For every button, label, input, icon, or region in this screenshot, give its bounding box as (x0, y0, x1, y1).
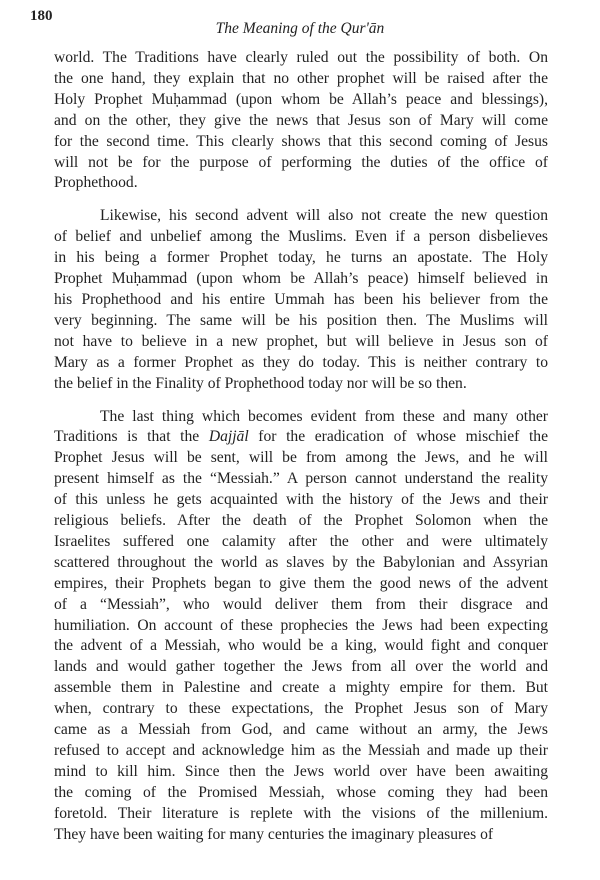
text-line: of a “Messiah”, who would deliver them from their disgrace and (54, 595, 548, 613)
text-line: when, contrary to these expectations, the Prophet Jesus son of Mary (54, 700, 548, 718)
paragraph-1 (54, 48, 548, 194)
text-line: religious beliefs. After the death of the Prophet Solomon when the (54, 512, 548, 530)
body-text (54, 48, 548, 858)
page-number: 180 (30, 8, 53, 24)
italic-term: Dajjāl (208, 428, 249, 446)
text-line: very beginning. The same will be his position then. The Muslims will (54, 311, 548, 329)
text-line-dajjal: Traditions is that the Dajjāl for the eradication of whose mischief the (54, 428, 548, 446)
paragraph-2 (54, 206, 548, 394)
text-line: came as a Messiah from God, and came without an army, the Jews (54, 721, 548, 739)
text-line: lands and would gather together the Jews from all over the world and (54, 658, 548, 676)
text-line: Holy Prophet Muḥammad (upon whom be Allah’s peace and blessings), (54, 90, 548, 108)
text-line: the coming of the Promised Messiah, whose coming they had been (54, 783, 548, 801)
text-line: and on the other, they give the news that Jesus son of Mary will come (54, 111, 548, 129)
text-line: Mary as a former Prophet as they do today. This is neither contrary to (54, 353, 548, 371)
text-line: refused to accept and acknowledge him as the Messiah and made up their (54, 742, 548, 759)
text-line: his Prophethood and his entire Ummah has been his believer from the (54, 290, 548, 308)
text-line: Likewise, his second advent will also not create the new question (100, 207, 548, 225)
text-line: will not be for the purpose of performing the duties of the office of (54, 153, 548, 171)
text-line: Prophet Muḥammad (upon whom be Allah’s peace) himself believed in (54, 270, 548, 288)
text-line: foretold. Their literature is replete with the visions of the millenium. (54, 804, 548, 822)
text-line: Prophethood. (54, 174, 138, 192)
text-line: not have to believe in a new prophet, but will believe in Jesus son of (54, 332, 548, 350)
paragraph-3 (54, 407, 548, 846)
text-line: assemble them in Palestine and create a mighty empire for them. But (54, 679, 548, 697)
text-line: Israelites suffered one calamity after the other and were ultimately (54, 532, 548, 550)
text-line: Prophet Jesus will be sent, will be from among the Jews, and he will (54, 449, 548, 467)
text-line: The last thing which becomes evident from these and many other (100, 407, 548, 425)
text-line: the advent of a Messiah, who would be a king, would fight and conquer (54, 637, 548, 655)
text-line: They have been waiting for many centuries the imaginary pleasures of (54, 825, 494, 843)
text-line: for the second time. This clearly shows that this second coming of Jesus (54, 132, 548, 150)
text-line: of belief and unbelief among the Muslims. Even if a person disbelieves (54, 228, 548, 246)
text-line: in his being a former Prophet today, he turns an apostate. The Holy (54, 249, 548, 267)
text-line: humiliation. On account of these prophecies the Jews had been expecting (54, 616, 548, 634)
text-line: scattered throughout the world as slaves by the Babylonian and Assyrian (54, 553, 548, 571)
text-line: present himself as the “Messiah.” A person cannot understand the reality (54, 470, 548, 488)
text-line: of this unless he gets acquainted with the history of the Jews and their (54, 491, 548, 509)
text-line: the one hand, they explain that no other prophet will be raised after the (54, 69, 548, 87)
text-line: mind to kill him. Since then the Jews world over have been awaiting (54, 762, 548, 780)
running-title: The Meaning of the Qur'ān (215, 20, 385, 37)
text-line: the belief in the Finality of Prophethood today nor will be so then. (54, 374, 467, 392)
text-line: empires, their Prophets began to give them the good news of the advent (54, 574, 548, 592)
text-line: world. The Traditions have clearly ruled out the possibility of both. On (54, 49, 548, 66)
